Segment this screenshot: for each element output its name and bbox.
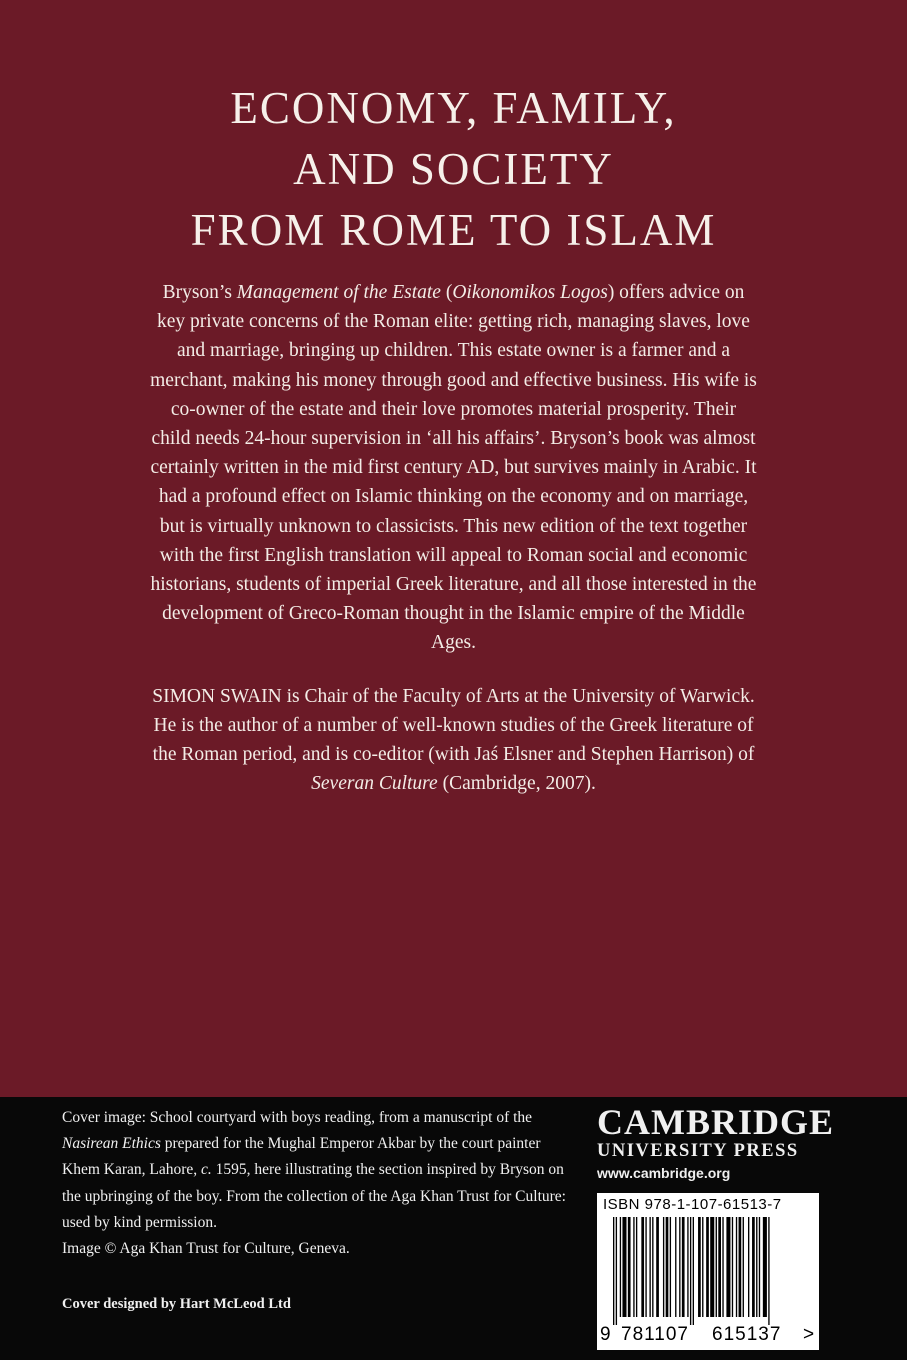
barcode-bar bbox=[702, 1217, 703, 1317]
barcode-bar bbox=[743, 1217, 744, 1317]
credit-text: prepared for the Mughal Emperor Akbar by the court painter Khem Karan, Lahore, bbox=[62, 1135, 541, 1179]
barcode-bar bbox=[652, 1217, 653, 1317]
barcode-bar bbox=[726, 1217, 730, 1317]
book-original-title: Management of the Estate bbox=[236, 282, 441, 303]
barcode-digit-prefix: 9 bbox=[600, 1324, 612, 1345]
manuscript-title: Nasirean Ethics bbox=[62, 1135, 161, 1153]
title-line-1: ECONOMY, FAMILY, bbox=[230, 83, 677, 133]
credit-text: 1595, here illustrating the section inspired by Bryson on the upbringing of the boy. From the collection of the Aga Khan Trust for Culture: used by kind permission. bbox=[62, 1161, 566, 1231]
barcode-bar bbox=[687, 1217, 688, 1317]
credit-text: Cover image: School courtyard with boys reading, from a manuscript of the bbox=[62, 1109, 533, 1126]
barcode-bar bbox=[641, 1217, 644, 1317]
author-bio-text: SIMON SWAIN is Chair of the Faculty of Arts at the University of Warwick. He is the author of a number of well-known studies of the Greek literature of the Roman period, and is co-editor (with Jaś Elsner and Stephen Harrison) of bbox=[152, 685, 755, 766]
barcode-bar bbox=[636, 1217, 637, 1317]
isbn-barcode bbox=[597, 1193, 819, 1350]
barcode-digits-left: 781107 bbox=[621, 1324, 689, 1345]
circa-abbrev: c. bbox=[201, 1161, 212, 1179]
barcode-bar bbox=[675, 1217, 676, 1317]
barcode-bar bbox=[698, 1217, 701, 1317]
barcode-bar bbox=[663, 1217, 664, 1317]
barcode-bar bbox=[763, 1217, 767, 1317]
barcode-bar bbox=[645, 1217, 646, 1317]
barcode-bar bbox=[613, 1217, 614, 1325]
barcode-bar bbox=[736, 1217, 737, 1317]
description-text: Bryson’s bbox=[162, 282, 237, 303]
barcode-bar bbox=[732, 1217, 733, 1317]
barcode-bar bbox=[718, 1217, 721, 1317]
publisher-name: CAMBRIDGE bbox=[597, 1102, 835, 1142]
barcode-bar bbox=[622, 1217, 626, 1317]
barcode-quiet-zone-mark: > bbox=[803, 1324, 816, 1345]
barcode-bar bbox=[759, 1217, 760, 1317]
barcode-bar bbox=[739, 1217, 742, 1317]
publisher-url[interactable]: www.cambridge.org bbox=[597, 1165, 731, 1181]
author-bio bbox=[150, 682, 757, 799]
barcode-bar bbox=[690, 1217, 691, 1325]
publisher-subname: UNIVERSITY PRESS bbox=[597, 1141, 799, 1161]
barcode-bar bbox=[628, 1217, 631, 1317]
book-title bbox=[0, 78, 907, 261]
barcode-bar bbox=[706, 1217, 709, 1317]
barcode-bar bbox=[616, 1217, 617, 1325]
barcode-bar bbox=[752, 1217, 755, 1317]
barcode-bar bbox=[670, 1217, 671, 1317]
barcode-bar bbox=[666, 1217, 669, 1317]
barcode-digits-right: 615137 bbox=[712, 1324, 782, 1345]
barcode-bars bbox=[597, 1217, 819, 1327]
book-description bbox=[150, 278, 757, 798]
author-bio-text: (Cambridge, 2007). bbox=[437, 773, 596, 795]
barcode-bar bbox=[756, 1217, 757, 1317]
barcode-bar bbox=[768, 1217, 769, 1325]
description-paragraph bbox=[150, 278, 757, 658]
barcode-bar bbox=[693, 1217, 694, 1325]
barcode-bar bbox=[682, 1217, 685, 1317]
barcode-bar bbox=[633, 1217, 634, 1317]
book-greek-title: Oikonomikos Logos bbox=[452, 282, 608, 303]
barcode-bar bbox=[649, 1217, 650, 1317]
barcode-bar bbox=[716, 1217, 717, 1317]
barcode-bar bbox=[656, 1217, 659, 1317]
barcode-bar bbox=[748, 1217, 749, 1317]
image-copyright: Image © Aga Khan Trust for Culture, Geneva. bbox=[62, 1240, 350, 1258]
cover-designer-credit: Cover designed by Hart McLeod Ltd bbox=[62, 1296, 291, 1312]
barcode-bar bbox=[722, 1217, 723, 1317]
barcode-bar bbox=[679, 1217, 680, 1317]
cited-work-title: Severan Culture bbox=[311, 773, 438, 795]
barcode-bar bbox=[620, 1217, 621, 1317]
title-line-2: AND SOCIETY bbox=[293, 144, 614, 194]
isbn-number: ISBN 978-1-107-61513-7 bbox=[603, 1196, 782, 1213]
description-text: ) offers advice on key private concerns of the Roman elite: getting rich, managing slaves, love and marriage, bringing up children. This estate owner is a farmer and a merchant, making his money through good and effective business. His wife is co-owner of the estate and their love promotes material prosperity. Their child needs 24-hour supervision in ‘all his affairs’. Bryson’s book was almost certainly written in the mid first century AD, but survives mainly in Arabic. It had a profound effect on Islamic thinking on the economy and on marriage, but is virtually unknown to classicists. This new edition of the text together with the first English translation will appeal to Roman social and economic historians, students of imperial Greek literature, and all those interested in the development of Greco-Roman thought in the Islamic empire of the Middle Ages. bbox=[150, 282, 757, 654]
description-text: ( bbox=[440, 282, 453, 303]
cover-image-credit bbox=[62, 1105, 582, 1262]
publisher-logo bbox=[597, 1102, 835, 1184]
title-line-3: FROM ROME TO ISLAM bbox=[190, 205, 717, 255]
barcode-bar bbox=[710, 1217, 714, 1317]
footer-band bbox=[0, 1097, 907, 1360]
